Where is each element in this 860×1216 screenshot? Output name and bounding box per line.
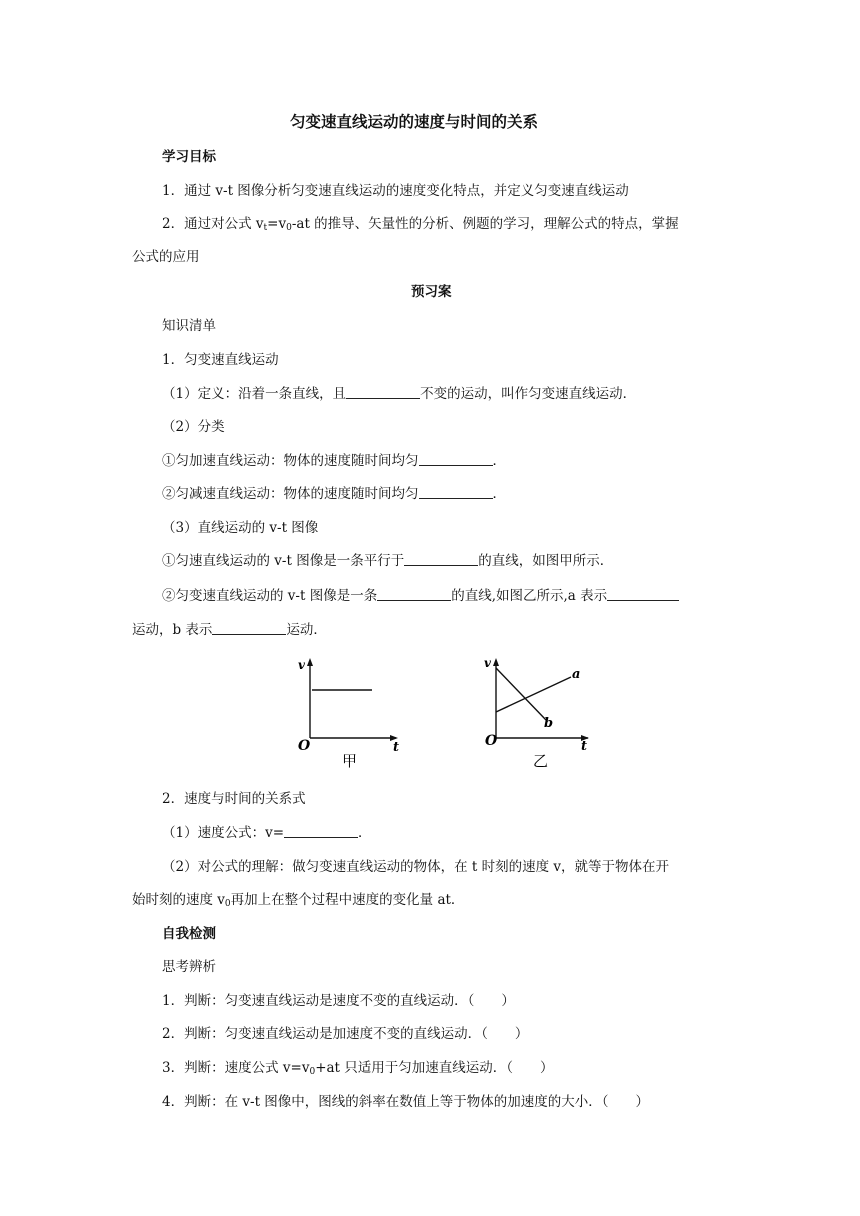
formula-suffix: ． (358, 825, 372, 841)
decelerating-prefix: ②匀减速直线运动：物体的速度随时间均匀 (162, 486, 419, 502)
question-4: 4．判断：在 v-t 图像中，图线的斜率在数值上等于物体的加速度的大小．（ ） (162, 1094, 650, 1110)
decelerating-line (162, 484, 506, 504)
fill-blank-uniform[interactable] (404, 551, 478, 566)
objective-item-2-continued: 公式的应用 (132, 249, 200, 265)
graph-yi-v-label: v (484, 656, 491, 670)
vt-graph-heading: （3）直线运动的 v-t 图像 (162, 520, 319, 536)
graph-yi-t-label: t (581, 739, 588, 754)
knowledge-list-label: 知识清单 (162, 318, 216, 334)
objective-2-suffix: -at 的推导、矢量性的分析、例题的学习，理解公式的特点，掌握 (291, 216, 679, 232)
definition-line (162, 384, 636, 404)
accelerating-suffix: ． (492, 453, 506, 469)
fill-blank-formula[interactable] (284, 823, 358, 838)
graph-yi-b-label: b (544, 716, 554, 731)
fill-blank-b-motion[interactable] (212, 620, 286, 635)
section-2-title: 2．速度与时间的关系式 (162, 791, 306, 807)
uniform-motion-line (162, 551, 613, 571)
graph-yi-origin-label: O (485, 733, 498, 749)
variable-line2-suffix: 运动． (286, 622, 327, 638)
variable-mid: 的直线,如图乙所示,a 表示 (451, 588, 608, 604)
accelerating-prefix: ①匀加速直线运动：物体的速度随时间均匀 (162, 453, 419, 469)
graph-yi-caption: 乙 (533, 752, 549, 770)
fill-blank-a-motion[interactable] (607, 586, 679, 601)
fill-blank-accelerating[interactable] (419, 451, 493, 466)
fill-blank-decelerating[interactable] (419, 484, 493, 499)
question-2: 2．判断：匀变速直线运动是加速度不变的直线运动．（ ） (162, 1026, 529, 1042)
graph-yi-line-b (496, 668, 546, 720)
fill-blank-definition[interactable] (346, 384, 420, 399)
graph-jia-origin-label: O (298, 738, 311, 754)
graph-jia-v-arrow (307, 658, 313, 666)
variable-motion-line-2 (132, 620, 327, 640)
decelerating-suffix: ． (492, 486, 506, 502)
thinking-label: 思考辨析 (162, 959, 216, 975)
question-3-prefix: 3．判断：速度公式 v=v (162, 1060, 310, 1076)
variable-line2-prefix: 运动，b 表示 (132, 622, 213, 638)
objective-item-2 (162, 214, 679, 238)
subscript-0: 0 (309, 1067, 316, 1077)
definition-suffix: 不变的运动，叫作匀变速直线运动． (420, 386, 637, 402)
graph-jia-caption: 甲 (342, 752, 358, 770)
variable-prefix: ②匀变速直线运动的 v-t 图像是一条 (162, 588, 378, 604)
section-1-title: 1．匀变速直线运动 (162, 352, 279, 368)
question-1: 1．判断：匀变速直线运动是速度不变的直线运动．（ ） (162, 993, 515, 1009)
subscript-0: 0 (224, 899, 231, 909)
definition-prefix: （1）定义：沿着一条直线，且 (162, 386, 347, 402)
objective-item-1: 1．通过 v-t 图像分析匀变速直线运动的速度变化特点，并定义匀变速直线运动 (162, 183, 629, 199)
objective-2-mid: =v (267, 216, 287, 232)
understanding-line2-suffix: 再加上在整个过程中速度的变化量 at． (230, 892, 465, 908)
subscript-t: t (263, 223, 268, 233)
accelerating-line (162, 451, 506, 471)
uniform-suffix: 的直线，如图甲所示． (478, 553, 614, 569)
graph-yi-a-label: a (572, 667, 581, 682)
formula-prefix: （1）速度公式：v= (162, 825, 285, 841)
graph-jia (290, 654, 400, 774)
graph-yi-v-arrow (493, 658, 499, 666)
classification-label: （2）分类 (162, 419, 225, 435)
understanding-line-2 (132, 890, 464, 914)
graph-jia-v-label: v (298, 658, 305, 672)
objectives-heading: 学习目标 (162, 149, 216, 165)
variable-motion-line (162, 586, 679, 606)
understanding-line2-prefix: 始时刻的速度 v (132, 892, 225, 908)
subscript-0: 0 (286, 223, 292, 233)
uniform-prefix: ①匀速直线运动的 v-t 图像是一条平行于 (162, 553, 405, 569)
question-3-suffix: +at 只适用于匀加速直线运动．（ ） (315, 1060, 554, 1076)
self-check-heading: 自我检测 (162, 926, 216, 942)
understanding-line-1: （2）对公式的理解：做匀变速直线运动的物体，在 t 时刻的速度 v，就等于物体在开 (162, 859, 670, 875)
fill-blank-variable-line[interactable] (377, 586, 451, 601)
question-3 (162, 1058, 554, 1082)
page-title: 匀变速直线运动的速度与时间的关系 (290, 112, 539, 131)
graph-yi (478, 654, 598, 774)
preview-heading: 预习案 (411, 284, 452, 300)
formula-line (162, 823, 372, 843)
graph-jia-t-label: t (393, 740, 400, 755)
objective-2-prefix: 2．通过对公式 v (162, 216, 264, 232)
